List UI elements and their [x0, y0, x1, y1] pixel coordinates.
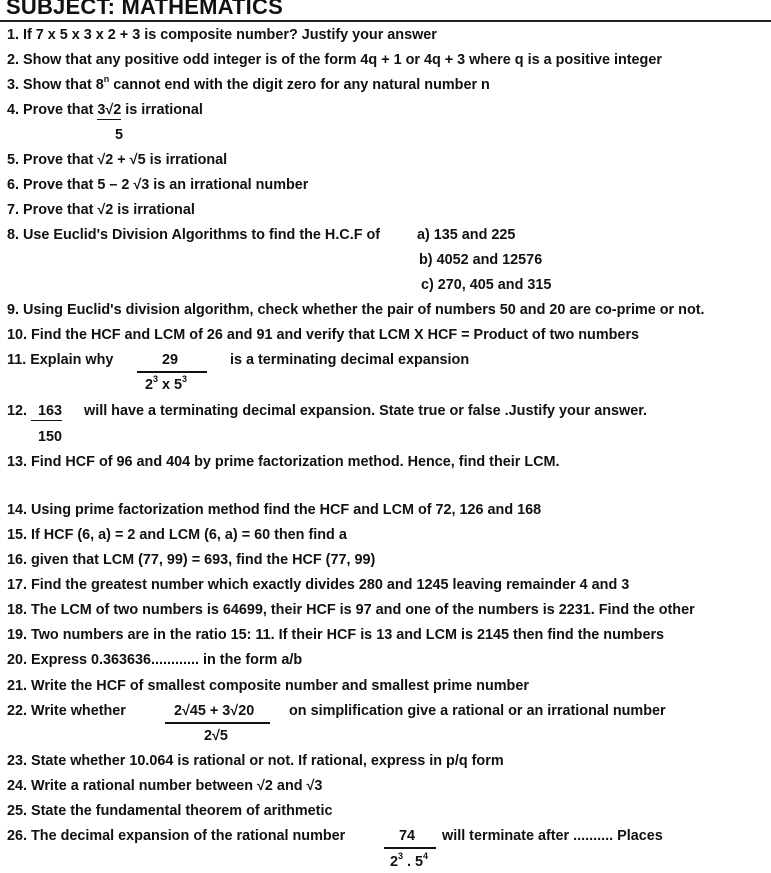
question-11-suffix: is a terminating decimal expansion	[230, 352, 470, 368]
question-22-fraction-bar	[165, 722, 270, 724]
question-8-part-c: c) 270, 405 and 315	[421, 277, 552, 293]
question-26-den-base-5: . 5	[403, 854, 424, 870]
question-11-den-exp-2: 3	[153, 374, 159, 385]
question-25: 25. State the fundamental theorem of arithmetic	[7, 803, 333, 819]
question-8-part-a: a) 135 and 225	[417, 227, 516, 243]
question-26-den-exp-5: 4	[423, 851, 429, 862]
question-24: 24. Write a rational number between √2 and √3	[7, 778, 323, 794]
question-13: 13. Find HCF of 96 and 404 by prime factorization method. Hence, find their LCM.	[7, 454, 560, 470]
question-26-numerator: 74	[399, 828, 416, 844]
question-4-numerator: 3√2	[97, 102, 122, 118]
question-12-numerator: 163	[31, 403, 62, 421]
question-17: 17. Find the greatest number which exactly divides 280 and 1245 leaving remainder 4 and 3	[7, 577, 630, 593]
question-22-denominator: 2√5	[204, 728, 228, 744]
question-11-fraction-bar	[137, 371, 207, 373]
question-14: 14. Using prime factorization method find the HCF and LCM of 72, 126 and 168	[7, 502, 542, 518]
question-11-prefix: 11. Explain why	[7, 352, 114, 368]
question-12-suffix: will have a terminating decimal expansion. State true or false .Justify your answer.	[84, 403, 648, 419]
question-26-denominator	[390, 853, 428, 871]
question-6: 6. Prove that 5 – 2 √3 is an irrational number	[7, 177, 309, 193]
question-11-den-base-2: 2	[145, 377, 154, 393]
question-19: 19. Two numbers are in the ratio 15: 11. If their HCF is 13 and LCM is 2145 then find the numbers	[7, 627, 665, 643]
question-26-suffix: will terminate after .......... Places	[442, 828, 663, 844]
question-8: 8. Use Euclid's Division Algorithms to find the H.C.F of	[7, 227, 381, 243]
question-22-suffix: on simplification give a rational or an irrational number	[289, 703, 666, 719]
question-4-denominator: 5	[115, 127, 124, 143]
question-10: 10. Find the HCF and LCM of 26 and 91 and verify that LCM X HCF = Product of two numbers	[7, 327, 640, 343]
question-7: 7. Prove that √2 is irrational	[7, 202, 195, 218]
question-12-prefix: 12.	[7, 403, 32, 419]
question-9: 9. Using Euclid's division algorithm, check whether the pair of numbers 50 and 20 are co-prime or not.	[7, 302, 705, 318]
question-2: 2. Show that any positive odd integer is of the form 4q + 1 or 4q + 3 where q is a positive integer	[7, 52, 662, 68]
question-16: 16. given that LCM (77, 99) = 693, find the HCF (77, 99)	[7, 552, 376, 568]
question-20: 20. Express 0.363636............ in the form a/b	[7, 652, 303, 668]
question-15: 15. If HCF (6, a) = 2 and LCM (6, a) = 60 then find a	[7, 527, 347, 543]
question-5: 5. Prove that √2 + √5 is irrational	[7, 152, 228, 168]
question-26-den-base-2: 2	[390, 854, 399, 870]
question-26-fraction-bar	[384, 847, 436, 849]
question-4-suffix: is irrational	[121, 102, 203, 118]
title-divider	[0, 20, 771, 22]
question-12-denominator: 150	[38, 429, 63, 445]
question-11-numerator: 29	[162, 352, 179, 368]
question-11-den-exp-5: 3	[182, 374, 188, 385]
question-26-den-exp-2: 3	[398, 851, 404, 862]
question-21: 21. Write the HCF of smallest composite number and smallest prime number	[7, 678, 529, 694]
page-title: SUBJECT: MATHEMATICS	[6, 0, 283, 19]
question-18: 18. The LCM of two numbers is 64699, their HCF is 97 and one of the numbers is 2231. Find the other	[7, 602, 695, 618]
question-1: 1. If 7 x 5 x 3 x 2 + 3 is composite number? Justify your answer	[7, 27, 437, 43]
question-4-prefix: 4. Prove that	[7, 102, 98, 118]
question-12	[7, 402, 62, 420]
question-3-text-b: cannot end with the digit zero for any natural number n	[109, 77, 490, 93]
question-11-den-base-5: x 5	[158, 377, 183, 393]
question-11-denominator	[145, 376, 187, 394]
question-8-part-b: b) 4052 and 12576	[419, 252, 543, 268]
question-22-prefix: 22. Write whether	[7, 703, 126, 719]
question-4	[7, 101, 203, 119]
question-3	[7, 76, 490, 94]
question-3-exponent: n	[103, 74, 110, 85]
question-22-numerator: 2√45 + 3√20	[174, 703, 255, 719]
question-26-prefix: 26. The decimal expansion of the rational number	[7, 828, 346, 844]
question-23: 23. State whether 10.064 is rational or not. If rational, express in p/q form	[7, 753, 504, 769]
question-3-text-a: 3. Show that 8	[7, 77, 104, 93]
